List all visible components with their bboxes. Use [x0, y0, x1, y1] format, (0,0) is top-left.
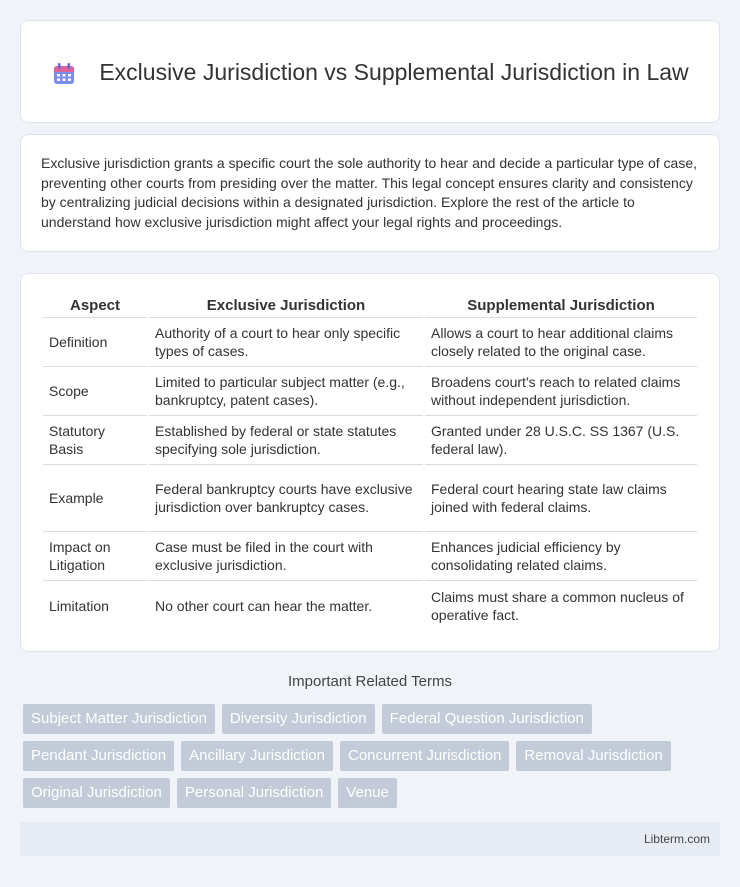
table-row [43, 581, 697, 630]
title-card [20, 20, 720, 123]
tag-venue[interactable]: Venue [338, 778, 397, 808]
tag-subject-matter-jurisdiction[interactable]: Subject Matter Jurisdiction [23, 704, 215, 734]
cell-supplemental: Broadens court's reach to related claims without independent jurisdiction. [425, 367, 697, 416]
tag-federal-question-jurisdiction[interactable]: Federal Question Jurisdiction [382, 704, 592, 734]
table-row [43, 367, 697, 416]
table-row [43, 465, 697, 532]
calendar-icon [51, 61, 77, 87]
cell-exclusive: Established by federal or state statutes specifying sole jurisdiction. [149, 416, 423, 465]
tag-original-jurisdiction[interactable]: Original Jurisdiction [23, 778, 170, 808]
page-title: Exclusive Jurisdiction vs Supplemental Jurisdiction in Law [99, 58, 689, 85]
cell-aspect: Scope [43, 367, 147, 416]
cell-aspect: Impact on Litigation [43, 532, 147, 581]
cell-exclusive: Case must be filed in the court with exclusive jurisdiction. [149, 532, 423, 581]
footer [20, 822, 720, 856]
table-row [43, 532, 697, 581]
tag-ancillary-jurisdiction[interactable]: Ancillary Jurisdiction [181, 741, 333, 771]
table-header-row [43, 294, 697, 318]
comparison-table [41, 294, 699, 630]
tag-concurrent-jurisdiction[interactable]: Concurrent Jurisdiction [340, 741, 509, 771]
cell-aspect: Definition [43, 318, 147, 367]
footer-site-name[interactable]: Libterm.com [643, 832, 710, 846]
cell-aspect: Limitation [49, 597, 109, 614]
cell-aspect: Example [43, 465, 147, 532]
cell-exclusive: Limited to particular subject matter (e.g., bankruptcy, patent cases). [149, 367, 423, 416]
cell-exclusive: Authority of a court to hear only specific types of cases. [149, 318, 423, 367]
tag-personal-jurisdiction[interactable]: Personal Jurisdiction [177, 778, 331, 808]
intro-card [20, 134, 720, 252]
tag-pendant-jurisdiction[interactable]: Pendant Jurisdiction [23, 741, 174, 771]
comparison-table-card [20, 273, 720, 652]
cell-exclusive: Federal bankruptcy courts have exclusive jurisdiction over bankruptcy cases. [149, 465, 423, 532]
cell-aspect: Statutory Basis [43, 416, 147, 465]
tag-removal-jurisdiction[interactable]: Removal Jurisdiction [516, 741, 670, 771]
header-aspect: Aspect [43, 294, 147, 318]
cell-supplemental: Federal court hearing state law claims joined with federal claims. [425, 465, 697, 532]
table-row [43, 318, 697, 367]
related-terms-tags [20, 704, 720, 808]
table-row [43, 416, 697, 465]
intro-text: Exclusive jurisdiction grants a specific court the sole authority to hear and decide a particular type of case, preventing other courts from presiding over the matter. This legal concept ensures clarity and consistency by centralizing judicial decisions within a designated jurisdiction. Explore the rest of the article to understand how exclusive jurisdiction might affect your legal rights and proceedings. [41, 155, 698, 230]
cell-supplemental: Claims must share a common nucleus of operative fact. [431, 588, 684, 623]
cell-supplemental: Allows a court to hear additional claims closely related to the original case. [425, 318, 697, 367]
cell-supplemental: Enhances judicial efficiency by consolidating related claims. [425, 532, 697, 581]
header-supplemental: Supplemental Jurisdiction [425, 294, 697, 318]
related-terms-section [20, 673, 720, 808]
cell-exclusive: No other court can hear the matter. [155, 597, 373, 614]
header-exclusive: Exclusive Jurisdiction [149, 294, 423, 318]
cell-supplemental: Granted under 28 U.S.C. SS 1367 (U.S. federal law). [425, 416, 697, 465]
related-terms-title: Important Related Terms [288, 673, 452, 690]
tag-diversity-jurisdiction[interactable]: Diversity Jurisdiction [222, 704, 375, 734]
